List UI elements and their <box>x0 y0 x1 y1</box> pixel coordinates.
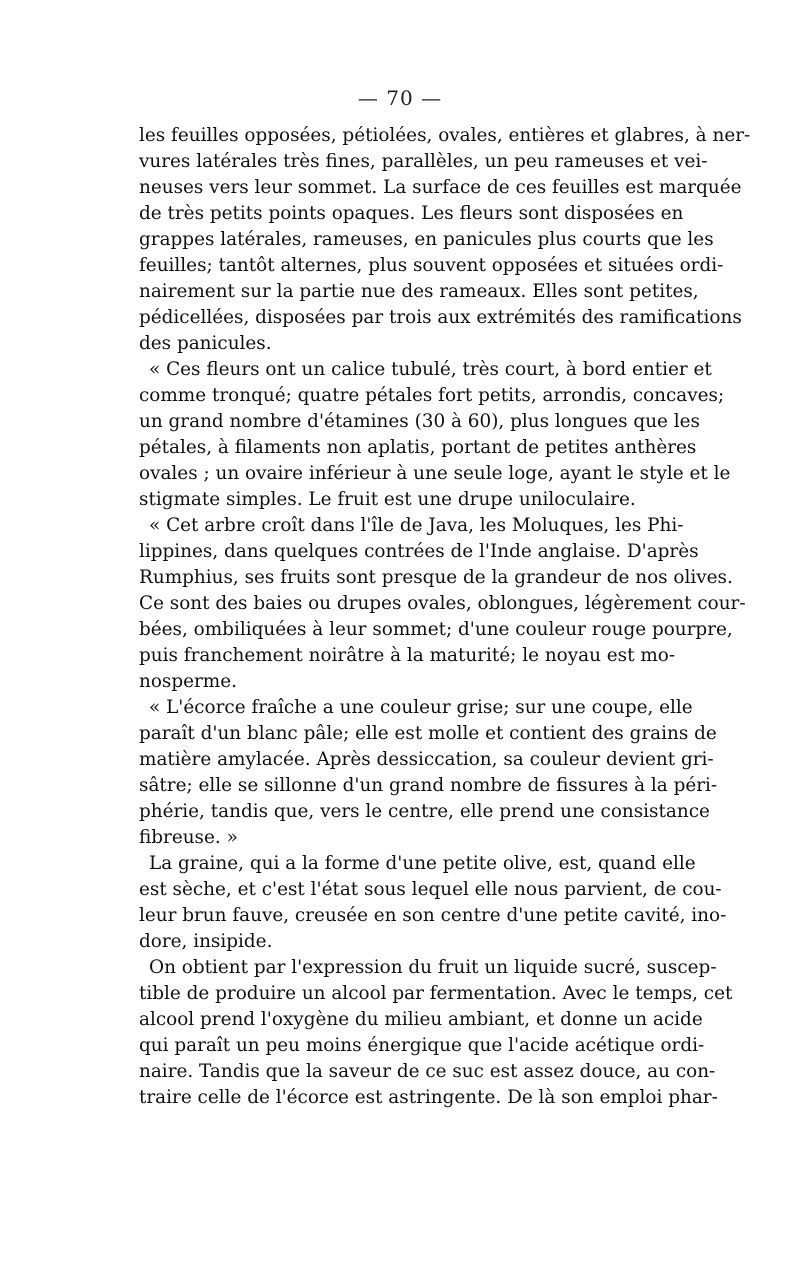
text-line: On obtient par l'expression du fruit un liquide sucré, suscep- <box>149 957 717 978</box>
text-line: « L'écorce fraîche a une couleur grise; sur une coupe, elle <box>149 697 693 718</box>
text-line: Rumphius, ses fruits sont presque de la grandeur de nos olives. <box>139 567 733 588</box>
text-line: des panicules. <box>139 333 272 354</box>
text-line: alcool prend l'oxygène du milieu ambiant, et donne un acide <box>139 1009 703 1030</box>
text-line: naire. Tandis que la saveur de ce suc est assez douce, au con- <box>139 1061 716 1082</box>
text-line: stigmate simples. Le fruit est une drupe uniloculaire. <box>139 489 636 510</box>
text-line: paraît d'un blanc pâle; elle est molle et contient des grains de <box>139 723 717 744</box>
text-line: fibreuse. » <box>139 827 238 848</box>
text-line: de très petits points opaques. Les fleurs sont disposées en <box>139 203 684 224</box>
page-number: — 70 — <box>357 86 443 110</box>
text-line: ovales ; un ovaire inférieur à une seule loge, ayant le style et le <box>139 463 731 484</box>
text-line: nairement sur la partie nue des rameaux. Elles sont petites, <box>139 281 699 302</box>
text-line: comme tronqué; quatre pétales fort petits, arrondis, concaves; <box>139 385 725 406</box>
body-text <box>139 123 751 1111</box>
text-line: « Cet arbre croît dans l'île de Java, les Moluques, les Phi- <box>149 515 684 536</box>
text-line: puis franchement noirâtre à la maturité; le noyau est mo- <box>139 645 676 666</box>
text-line: Ce sont des baies ou drupes ovales, oblongues, légèrement cour- <box>139 593 746 614</box>
text-line: phérie, tandis que, vers le centre, elle prend une consistance <box>139 801 710 822</box>
text-line: vures latérales très fines, parallèles, un peu rameuses et vei- <box>139 151 708 172</box>
text-line: leur brun fauve, creusée en son centre d'une petite cavité, ino- <box>139 905 727 926</box>
text-line: un grand nombre d'étamines (30 à 60), plus longues que les <box>139 411 700 432</box>
text-line: nosperme. <box>139 671 237 692</box>
text-line: bées, ombiliquées à leur sommet; d'une couleur rouge pourpre, <box>139 619 733 640</box>
text-line: La graine, qui a la forme d'une petite olive, est, quand elle <box>149 853 696 874</box>
text-line: matière amylacée. Après dessiccation, sa couleur devient gri- <box>139 749 714 770</box>
text-line: feuilles; tantôt alternes, plus souvent opposées et situées ordi- <box>139 255 724 276</box>
text-line: pétales, à filaments non aplatis, portant de petites anthères <box>139 437 697 458</box>
text-line: grappes latérales, rameuses, en panicules plus courts que les <box>139 229 714 250</box>
text-line: sâtre; elle se sillonne d'un grand nombre de fissures à la péri- <box>139 775 718 796</box>
text-line: est sèche, et c'est l'état sous lequel elle nous parvient, de cou- <box>139 879 722 900</box>
text-line: pédicellées, disposées par trois aux extrémités des ramifications <box>139 307 742 328</box>
text-line: qui paraît un peu moins énergique que l'acide acétique ordi- <box>139 1035 705 1056</box>
text-line: « Ces fleurs ont un calice tubulé, très court, à bord entier et <box>149 359 712 380</box>
text-line: tible de produire un alcool par fermentation. Avec le temps, cet <box>139 983 733 1004</box>
text-line: neuses vers leur sommet. La surface de ces feuilles est marquée <box>139 177 742 198</box>
text-line: traire celle de l'écorce est astringente. De là son emploi phar- <box>139 1087 718 1108</box>
text-line: les feuilles opposées, pétiolées, ovales, entières et glabres, à ner- <box>139 125 751 146</box>
text-line: dore, insipide. <box>139 931 273 952</box>
text-line: lippines, dans quelques contrées de l'Inde anglaise. D'après <box>139 541 699 562</box>
